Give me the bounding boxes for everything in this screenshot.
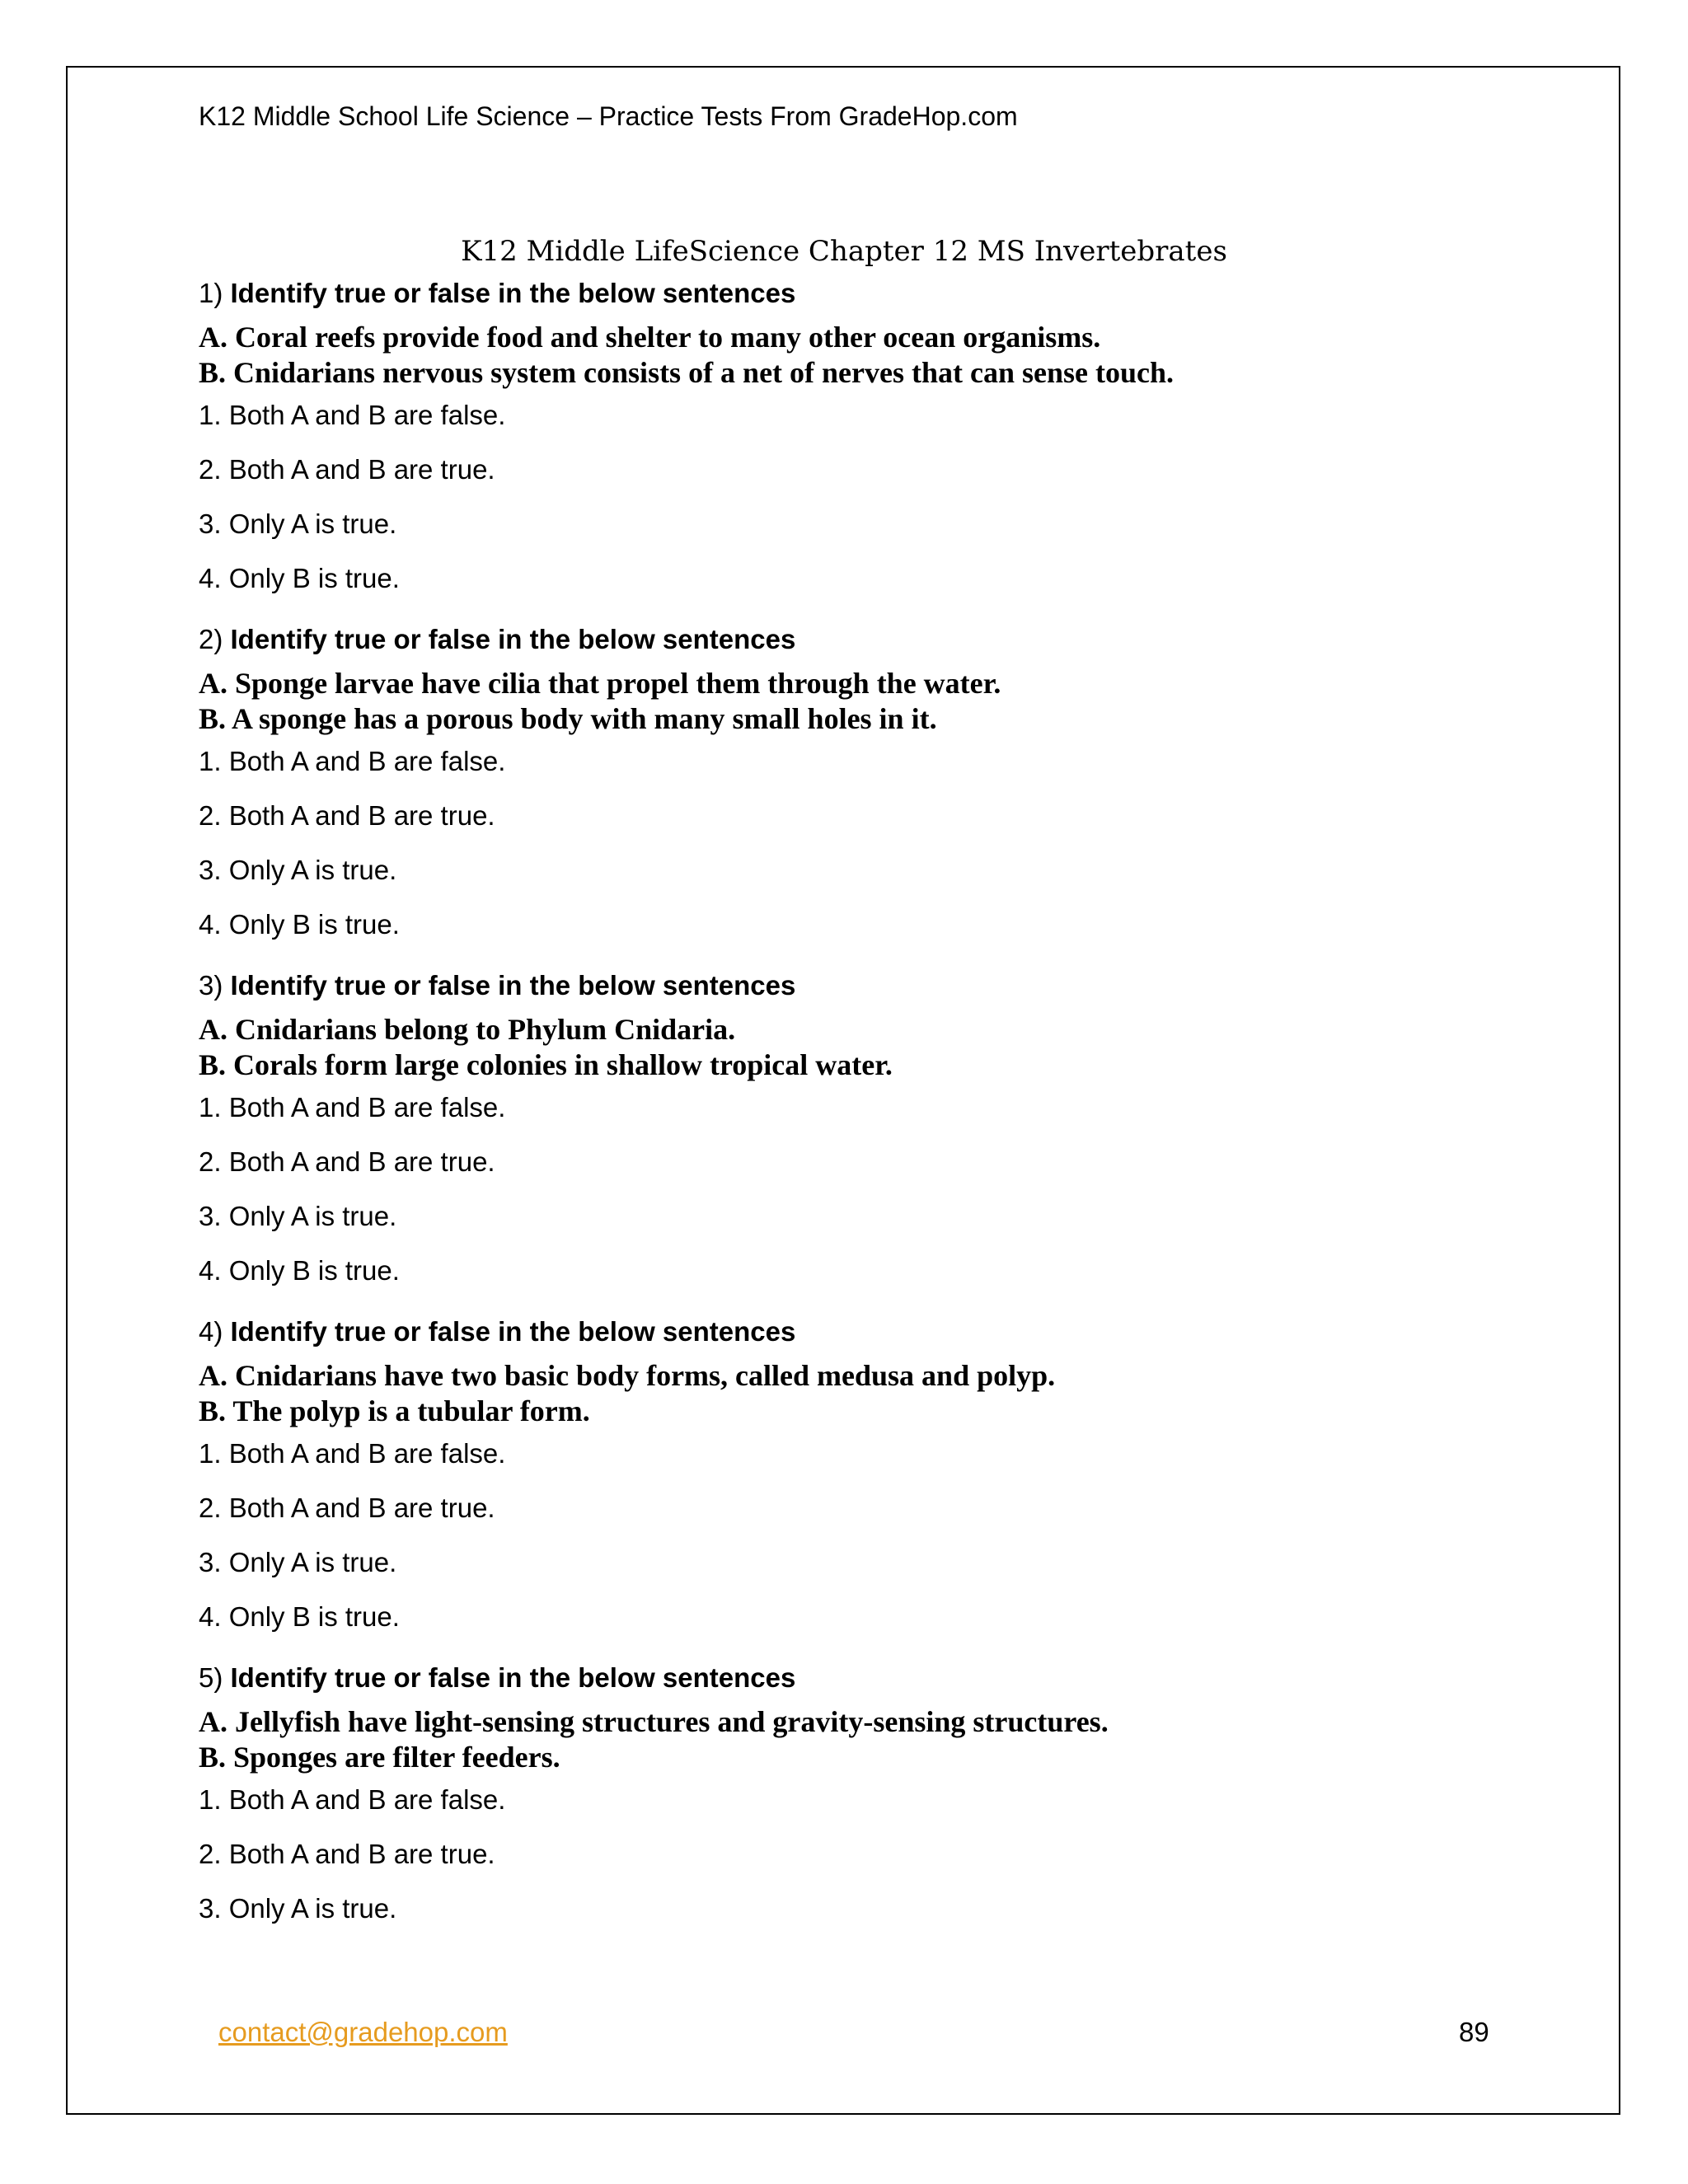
question-number: 2) bbox=[199, 624, 223, 654]
question-prompt bbox=[199, 275, 1559, 312]
question-4 bbox=[199, 1314, 1559, 1660]
answer-option: 2. Both A and B are true. bbox=[199, 800, 495, 831]
answer-option: 3. Only A is true. bbox=[199, 509, 397, 539]
answer-option: 4. Only B is true. bbox=[199, 563, 400, 593]
statement-b: B. Cnidarians nervous system consists of a net of nerves that can sense touch. bbox=[199, 356, 1175, 389]
answer-option: 4. Only B is true. bbox=[199, 909, 400, 940]
question-instruction: Identify true or false in the below sentences bbox=[230, 970, 796, 1001]
statement-a: A. Coral reefs provide food and shelter to many other ocean organisms. bbox=[199, 321, 1101, 354]
answer-option: 3. Only A is true. bbox=[199, 855, 397, 885]
statement-group bbox=[199, 1704, 1559, 1777]
answer-option: 1. Both A and B are false. bbox=[199, 1784, 506, 1815]
question-2 bbox=[199, 621, 1559, 968]
answer-option: 2. Both A and B are true. bbox=[199, 1839, 495, 1869]
question-instruction: Identify true or false in the below sentences bbox=[230, 1662, 796, 1693]
answer-option: 3. Only A is true. bbox=[199, 1893, 397, 1924]
page-header: K12 Middle School Life Science – Practice Tests From GradeHop.com bbox=[199, 101, 1018, 131]
answer-option: 1. Both A and B are false. bbox=[199, 400, 506, 430]
question-number: 3) bbox=[199, 970, 223, 1001]
contact-email-link[interactable]: contact@gradehop.com bbox=[218, 2017, 508, 2047]
question-prompt bbox=[199, 621, 1559, 658]
question-list bbox=[199, 275, 1559, 2006]
statement-group bbox=[199, 666, 1559, 738]
answer-options bbox=[199, 397, 1559, 615]
answer-option: 4. Only B is true. bbox=[199, 1601, 400, 1632]
statement-b: B. A sponge has a porous body with many small holes in it. bbox=[199, 702, 937, 735]
answer-options bbox=[199, 743, 1559, 961]
question-instruction: Identify true or false in the below sentences bbox=[230, 278, 796, 308]
question-prompt bbox=[199, 968, 1559, 1004]
question-instruction: Identify true or false in the below sentences bbox=[230, 624, 796, 654]
question-number: 1) bbox=[199, 278, 223, 308]
statement-group bbox=[199, 1358, 1559, 1431]
question-1 bbox=[199, 275, 1559, 621]
statement-a: A. Sponge larvae have cilia that propel them through the water. bbox=[199, 667, 1001, 700]
answer-options bbox=[199, 1090, 1559, 1307]
answer-option: 3. Only A is true. bbox=[199, 1547, 397, 1577]
page-number: 89 bbox=[1459, 2017, 1489, 2047]
answer-option: 1. Both A and B are false. bbox=[199, 1092, 506, 1122]
statement-group bbox=[199, 1012, 1559, 1085]
question-number: 5) bbox=[199, 1662, 223, 1693]
answer-options bbox=[199, 1436, 1559, 1653]
statement-a: A. Jellyfish have light-sensing structures and gravity-sensing structures. bbox=[199, 1705, 1109, 1738]
statement-b: B. Corals form large colonies in shallow tropical water. bbox=[199, 1048, 893, 1081]
page-title: K12 Middle LifeScience Chapter 12 MS Invertebrates bbox=[461, 235, 1227, 268]
answer-option: 4. Only B is true. bbox=[199, 1255, 400, 1286]
answer-option: 1. Both A and B are false. bbox=[199, 1438, 506, 1469]
statement-b: B. Sponges are filter feeders. bbox=[199, 1741, 560, 1774]
statement-a: A. Cnidarians belong to Phylum Cnidaria. bbox=[199, 1013, 736, 1046]
statement-a: A. Cnidarians have two basic body forms, called medusa and polyp. bbox=[199, 1359, 1056, 1392]
statement-b: B. The polyp is a tubular form. bbox=[199, 1394, 590, 1427]
question-prompt bbox=[199, 1660, 1559, 1696]
question-3 bbox=[199, 968, 1559, 1314]
answer-option: 2. Both A and B are true. bbox=[199, 1146, 495, 1177]
question-5 bbox=[199, 1660, 1559, 2006]
answer-option: 1. Both A and B are false. bbox=[199, 746, 506, 776]
question-number: 4) bbox=[199, 1316, 223, 1347]
answer-option: 2. Both A and B are true. bbox=[199, 454, 495, 485]
answer-options bbox=[199, 1782, 1559, 1945]
answer-option: 2. Both A and B are true. bbox=[199, 1493, 495, 1523]
statement-group bbox=[199, 320, 1559, 392]
answer-option: 3. Only A is true. bbox=[199, 1201, 397, 1231]
question-instruction: Identify true or false in the below sentences bbox=[230, 1316, 796, 1347]
question-prompt bbox=[199, 1314, 1559, 1350]
